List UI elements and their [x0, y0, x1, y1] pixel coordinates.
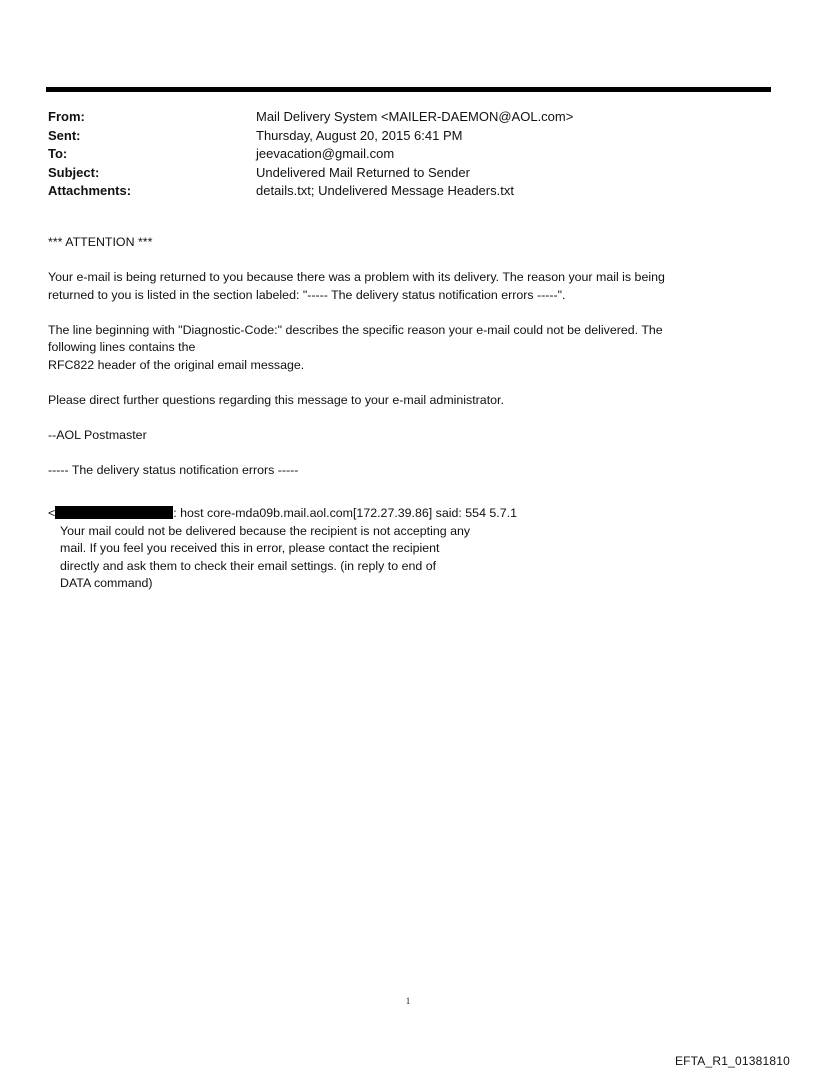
error-prefix: <: [48, 506, 56, 520]
header-divider: [46, 87, 771, 92]
subject-value: Undelivered Mail Returned to Sender: [256, 164, 470, 180]
from-value: Mail Delivery System <MAILER-DAEMON@AOL.com>: [256, 109, 574, 124]
document-id: EFTA_R1_01381810: [674, 1054, 790, 1068]
signature: --AOL Postmaster: [48, 427, 147, 442]
header-row-subject: [48, 164, 748, 183]
error-line-2: Your mail could not be delivered because the recipient is not accepting any: [60, 523, 471, 538]
redaction-block: [55, 506, 173, 519]
attachments-value: details.txt; Undelivered Message Headers.txt: [256, 183, 514, 198]
header-row-sent: [48, 127, 748, 146]
error-line-3: mail. If you feel you received this in error, please contact the recipient: [60, 541, 440, 555]
sent-label: Sent:: [48, 127, 81, 143]
errors-heading: ----- The delivery status notification errors -----: [48, 462, 299, 477]
error-line-4: directly and ask them to check their email settings. (in reply to end of: [60, 558, 437, 573]
body-paragraph-3: Please direct further questions regarding this message to your e-mail administrator.: [48, 392, 504, 407]
attachments-label: Attachments:: [48, 183, 132, 198]
error-host-line: [48, 505, 748, 523]
attention-line: *** ATTENTION ***: [48, 235, 153, 249]
header-row-from: [48, 108, 748, 127]
header-row-to: [48, 145, 748, 164]
email-header: [48, 108, 748, 201]
body-paragraph-2-line-1: The line beginning with "Diagnostic-Code:" describes the specific reason your e-mail could not be delivered. The: [48, 322, 663, 337]
from-label: From:: [48, 109, 85, 124]
error-line-5: DATA command): [60, 576, 153, 590]
error-host: : host core-mda09b.mail.aol.com[172.27.39.86] said: 554 5.7.1: [173, 506, 517, 520]
subject-label: Subject:: [48, 164, 100, 180]
body-paragraph-1-line-1: Your e-mail is being returned to you because there was a problem with its delivery. The reason your mail is being: [48, 270, 665, 284]
body-paragraph-2-line-2: following lines contains the: [48, 340, 196, 354]
sent-value: Thursday, August 20, 2015 6:41 PM: [256, 127, 463, 143]
header-row-attachments: [48, 182, 748, 201]
to-value: jeevacation@gmail.com: [256, 146, 395, 161]
page-number: 1: [405, 996, 411, 1006]
body-paragraph-1-line-2: returned to you is listed in the section labeled: "----- The delivery status notification errors -----".: [48, 287, 566, 302]
body-paragraph-2-line-3: RFC822 header of the original email message.: [48, 357, 305, 372]
to-label: To:: [48, 146, 68, 161]
email-body: [48, 234, 748, 593]
